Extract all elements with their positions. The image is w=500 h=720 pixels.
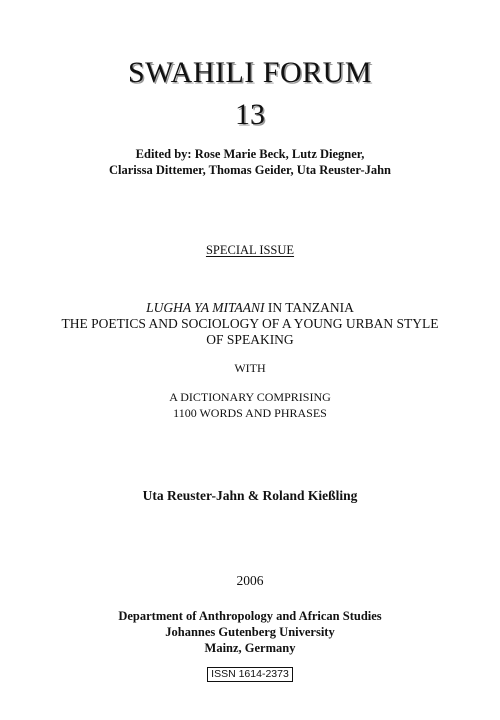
dictionary-line-2: 1100 WORDS AND PHRASES bbox=[173, 406, 327, 420]
issn-container bbox=[0, 664, 500, 682]
special-issue-heading: SPECIAL ISSUE bbox=[205, 243, 295, 257]
subtitle-line-1 bbox=[0, 300, 500, 316]
institution-university: Johannes Gutenberg University bbox=[165, 625, 335, 639]
editors-line-1: Edited by: Rose Marie Beck, Lutz Diegner, bbox=[135, 147, 365, 161]
journal-title: SWAHILI FORUM bbox=[127, 56, 372, 89]
volume-number: 13 bbox=[235, 98, 265, 131]
dictionary-line-1: A DICTIONARY COMPRISING bbox=[169, 390, 331, 404]
subtitle-italic-term: LUGHA YA MITAANI bbox=[146, 300, 265, 315]
publication-year: 2006 bbox=[236, 573, 264, 588]
subtitle-line-3: OF SPEAKING bbox=[206, 332, 294, 347]
authors: Uta Reuster-Jahn & Roland Kießling bbox=[142, 488, 358, 503]
subtitle-line-1-rest: IN TANZANIA bbox=[264, 300, 354, 315]
with-label: WITH bbox=[234, 361, 266, 375]
institution-location: Mainz, Germany bbox=[204, 641, 296, 655]
institution-department: Department of Anthropology and African Studies bbox=[118, 609, 382, 623]
issn-box: ISSN 1614-2373 bbox=[207, 667, 293, 682]
editors-line-2: Clarissa Dittemer, Thomas Geider, Uta Reuster-Jahn bbox=[108, 163, 392, 177]
subtitle-line-2: THE POETICS AND SOCIOLOGY OF A YOUNG URBAN STYLE bbox=[61, 316, 439, 331]
